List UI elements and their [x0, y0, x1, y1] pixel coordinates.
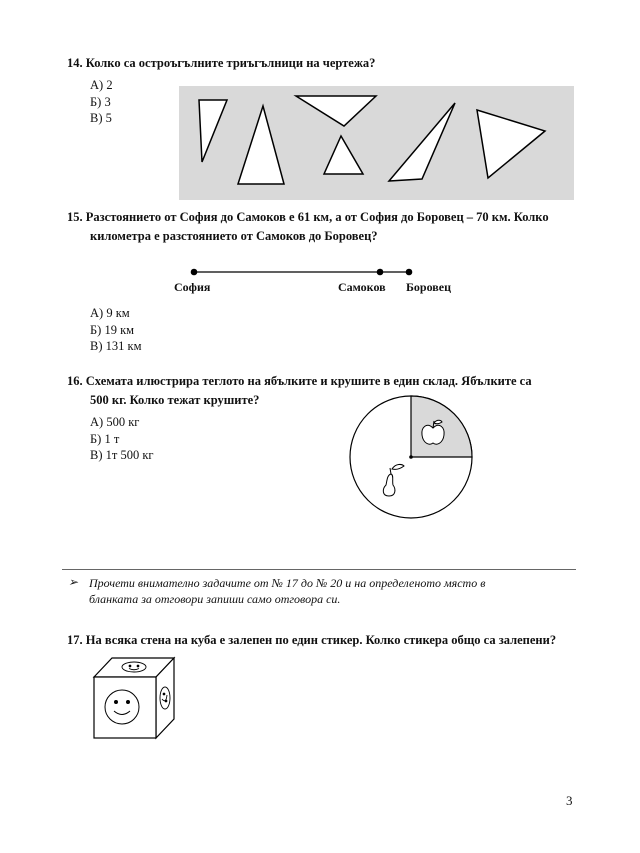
instruction-text: [89, 575, 485, 607]
option-b: Б) 3: [90, 94, 111, 109]
question-16-line-1: 16. Схемата илюстрира теглото на ябълките и крушите в един склад. Ябълките са: [67, 374, 532, 388]
distance-line-diagram: [190, 266, 420, 278]
instruction-line-2: бланката за отговори запиши само отговора си.: [89, 592, 341, 606]
cube-front-face: [94, 677, 156, 738]
option-a: А) 2: [90, 78, 113, 92]
option-b: Б) 1 т: [90, 431, 120, 446]
option-c: В) 131 км: [90, 339, 142, 353]
question-17-text: 17. На всяка стена на куба е залепен по един стикер. Колко стикера общо са залепени?: [67, 633, 557, 647]
option-a: А) 9 км: [90, 306, 130, 320]
instruction-bullet: ➢: [68, 575, 79, 589]
question-16-line-2: 500 кг. Колко тежат крушите?: [90, 393, 260, 407]
borovets-point: [406, 269, 413, 276]
question-15-text: [67, 208, 549, 246]
question-14-text: 14. Колко са остроъгълните триъгълници на чертежа?: [67, 56, 376, 70]
section-divider: [62, 569, 576, 570]
samokov-point: [377, 269, 384, 276]
sofia-point: [191, 269, 198, 276]
borovets-label: Боровец: [406, 280, 452, 294]
sofia-label: София: [174, 280, 211, 294]
page-number: 3: [566, 793, 573, 808]
option-c: В) 1т 500 кг: [90, 448, 154, 462]
option-c: В) 5: [90, 111, 112, 125]
question-15-line-1: 15. Разстоянието от София до Самоков е 61 км, а от София до Боровец – 70 км. Колко: [67, 210, 549, 224]
question-14-options: [90, 77, 113, 127]
apples-pears-circle-diagram: [349, 395, 474, 520]
cube-with-stickers-figure: [92, 655, 176, 739]
option-b: Б) 19 км: [90, 322, 135, 337]
circle-center: [409, 455, 413, 459]
question-15-options: [90, 305, 141, 355]
option-a: А) 500 кг: [90, 415, 140, 429]
question-16-options: [90, 414, 154, 464]
question-15-line-2: километра е разстоянието от Самоков до Боровец?: [90, 229, 378, 243]
instruction-line-1: Прочети внимателно задачите от № 17 до № 20 и на определеното място в: [89, 576, 486, 590]
triangles-figure: [179, 86, 574, 200]
samokov-label: Самоков: [338, 280, 386, 294]
